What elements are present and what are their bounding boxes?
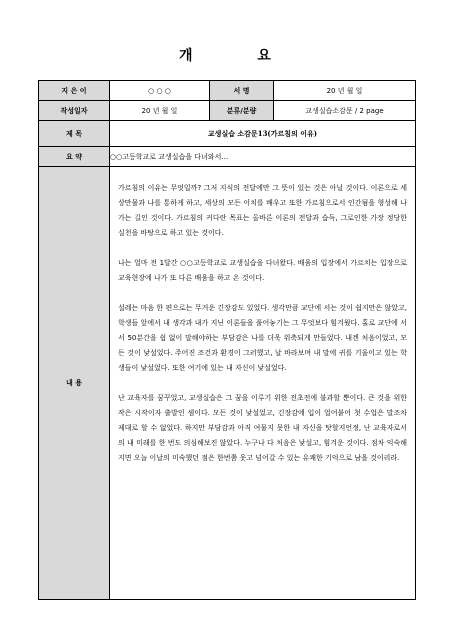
row-date <box>39 101 416 121</box>
subject-value: 교생실습 소감문13(가르침의 이유) <box>110 121 416 147</box>
row-subject <box>39 121 416 147</box>
summary-form-table <box>38 80 416 600</box>
date-label: 작성일자 <box>39 101 110 121</box>
content-label: 내 용 <box>39 167 110 600</box>
content-paragraph: 나는 얼마 전 1달간 ○○고등학교로 교생실습을 다녀왔다. 배움의 입장에서 가르치는 입장으로 교육현장에 나가 또 다른 배움을 하고 온 것이다. <box>118 259 407 282</box>
subject-label: 제 목 <box>39 121 110 147</box>
category-label: 분류/분량 <box>210 101 274 121</box>
author-value: ○ ○ ○ <box>110 81 210 101</box>
content-paragraph: 난 교육자를 꿈꾸었고, 교생실습은 그 꿈을 이루기 위한 전초전에 불과할 뿐이다. 큰 것을 위한 작은 시작이자 출발인 셈이다. 모든 것이 낯설었고, 긴장감에 입이 얼어붙어 첫 수업은 말조차 제대로 할 수 없었다. 하지만 부담감과 아직 여물지 못한 내 자신을 탓할지언정, 난 교육자로서의 내 미래를 한 번도 의심해보진 않았다. 누구나 다 처음은 낯설고, 힘겨운 것이다. 점차 익숙해지면 오늘 이날의 미숙했던 점은 한번쯤 웃고 넘어갈 수 있는 유쾌한 기억으로 남을 것이리라. <box>118 394 407 462</box>
author-label: 지 은 이 <box>39 81 110 101</box>
content-paragraph: 가르침의 이유는 무엇일까? 그저 지식의 전달에만 그 뜻이 있는 것은 아닐 것이다. 이론으로 세상만물과 나를 통하게 하고, 세상의 모든 이치를 배우고 또한 가르침으로서 인간됨을 형성해 나가는 길인 것이다. 가르침의 커다란 목표는 올바른 이론의 전달과 습득, 그로인한 가장 정당한 실천을 바탕으로 하고 있는 것이다. <box>118 184 407 237</box>
row-content <box>39 167 416 600</box>
date-value: 20 년 월 일 <box>110 101 210 121</box>
summary-value: ○○고등학교로 교생실습을 다녀와서… <box>110 147 416 167</box>
category-value: 교생실습소감문 / 2 page <box>274 101 416 121</box>
publisher-label: 서 명 <box>210 81 274 101</box>
content-paragraph: 설레는 마음 한 편으로는 무거운 긴장감도 있었다. 생각만큼 교단에 서는 것이 쉽지만은 않았고, 학생들 앞에서 내 생각과 내가 지닌 이론들을 풀어놓기는 그 무엇보다 힘겨웠다. 홀로 교단에 서서 50분간을 쉼 없이 말해야하는 부담감은 나를 더욱 위축되게 만들었다. 내겐 처음이었고, 모든 것이 낯설었다. 주어진 조건과 환경이 그러했고, 날 바라보며 내 말에 귀를 기울이고 있는 학생들이 낯설었다. 또한 여기에 있는 내 자신이 낯설었다. <box>118 304 407 372</box>
row-summary <box>39 147 416 167</box>
row-author <box>39 81 416 101</box>
publisher-value: 20 년 월 일 <box>274 81 416 101</box>
content-body <box>110 167 416 600</box>
summary-label: 요 약 <box>39 147 110 167</box>
document-title: 개 요 <box>179 48 301 64</box>
